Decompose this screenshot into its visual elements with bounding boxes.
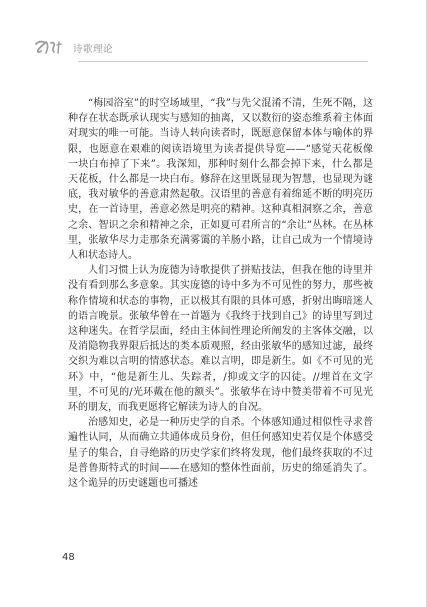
- body-text: [68, 96, 373, 491]
- page-number: 48: [62, 552, 75, 563]
- running-header: [33, 38, 113, 58]
- paragraph: 人们习惯上认为庞德为诗歌提供了拼贴技法，但我在他的诗里并没有看到那么多意象。其实庞德的诗中多为不可见性的努力，那些被称作情境和状态的事物，正以极其有限的具体可感，折射出晦暗迷人的语言晚景。张敏华曾在一首题为《我终于找到自己》的诗里写到过这种迷失。在哲学层面，经由主体间性理论所阐发的主客体交融，以及消隐物我界限后抵达的类本质观照，经由张敏华的感知过滤，最终交织为难以言明的情感状态。难以言明，即是新生。如《不可见的光环》中，“他是新生儿、失踪者，/抑或文字的囚徒。//埋首在文字里，不可见的/光环戴在他的额头”。张敏华在诗中赞美带着不可见光环的朋友，而我更愿将它解读为诗人的自况。: [68, 265, 373, 414]
- header-title: 诗歌理论: [73, 44, 114, 55]
- header-divider: [78, 61, 368, 62]
- paragraph: “梅园浴室”的时空场域里，“我”与先父混淆不清，生死不隔，这种存在状态既承认现实与感知的抽离，又以数衍的姿态维系着主体面对现实的唯一可能。当诗人转向读者时，既愿意保留本体与喻体的界限，也愿意在艰难的阅读语境里为读者提供导览——“感觉天花板像一块白布掉了下来”。我深知，那种时刻什么都会掉下来，什么都是天花板，什么都是一块白布。修辞在这里既显现为智慧，也显现为谜底，我对敏华的善意肃然起敬。汉语里的善意有着绵延不断的明亮历史，在一首诗里，善意必然是明亮的精神。这种真相洞察之余，善意之余、智识之余和精神之余，正如夏可君所言的“余让”丛林。在丛林里，张敏华尽力走那条充满雾霭的羊肠小路，让自己成为一个情境诗人和状态诗人。: [68, 98, 373, 262]
- paragraph: 治感知史，必是一种历史学的自杀。个体感知通过相似性寻求普遍性认同，从而确立共通体成员身份，但任何感知史若仅是个体感受星子的集合，自寻绝路的历史学家们终将发现，他们最终获取的不过是普鲁斯特式的时间——在感知的整体性面前，历史的绵延消失了。这个诡异的历史谜题也可播述: [68, 417, 373, 490]
- calligraphy-logo-icon: [33, 38, 67, 58]
